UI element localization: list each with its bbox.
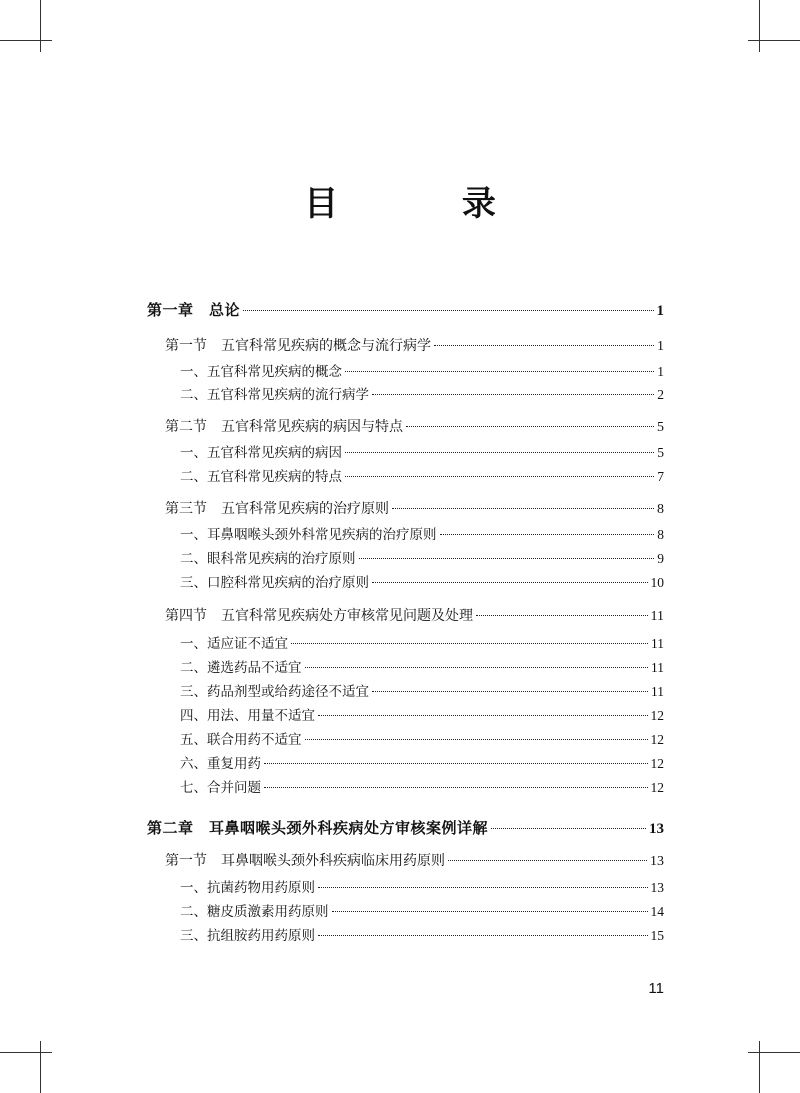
dot-leader	[491, 828, 646, 829]
toc-chapter[interactable]	[147, 298, 664, 322]
dot-leader	[332, 911, 648, 912]
dot-leader	[406, 426, 654, 427]
toc-entry-page: 2	[657, 387, 664, 402]
toc-section[interactable]	[165, 415, 664, 439]
toc-item[interactable]	[180, 547, 664, 571]
dot-leader	[264, 763, 648, 764]
dot-leader	[291, 643, 648, 644]
toc-entry-label: 第一节 耳鼻咽喉头颈外科疾病临床用药原则	[165, 853, 445, 869]
toc-entry-page: 9	[657, 551, 664, 566]
toc-entry-page: 11	[651, 636, 664, 651]
toc-entry-label: 三、药品剂型或给药途径不适宜	[180, 684, 369, 700]
toc-entry-page: 1	[656, 303, 664, 319]
toc-entry-label: 二、五官科常见疾病的特点	[180, 469, 342, 485]
toc-entry-page: 1	[657, 364, 664, 379]
toc-entry-page: 5	[657, 445, 664, 460]
toc-section[interactable]	[165, 497, 664, 521]
toc-entry-page: 11	[651, 660, 664, 675]
toc-entry-label: 一、五官科常见疾病的病因	[180, 445, 342, 461]
dot-leader	[448, 860, 647, 861]
toc-entry-label: 二、糖皮质激素用药原则	[180, 904, 329, 920]
toc-entry-label: 二、五官科常见疾病的流行病学	[180, 387, 369, 403]
dot-leader	[359, 558, 655, 559]
toc-entry-page: 11	[650, 609, 664, 624]
toc-entry-page: 10	[650, 575, 664, 590]
toc-item[interactable]	[180, 656, 664, 680]
dot-leader	[345, 452, 654, 453]
toc-entry-label: 四、用法、用量不适宜	[180, 708, 315, 724]
toc-entry-page: 12	[650, 732, 664, 747]
toc-entry-page: 12	[650, 708, 664, 723]
toc-entry-page: 1	[657, 339, 664, 354]
toc-entry-label: 三、抗组胺药用药原则	[180, 928, 315, 944]
toc-entry-label: 五、联合用药不适宜	[180, 732, 302, 748]
dot-leader	[345, 476, 654, 477]
toc-entry-page: 7	[657, 469, 664, 484]
toc-entry-page: 12	[650, 756, 664, 771]
toc-item[interactable]	[180, 441, 664, 465]
toc-item[interactable]	[180, 523, 664, 547]
toc-section[interactable]	[165, 604, 664, 628]
toc-entry-label: 三、口腔科常见疾病的治疗原则	[180, 575, 369, 591]
dot-leader	[345, 371, 654, 372]
toc-section[interactable]	[165, 334, 664, 358]
dot-leader	[264, 787, 648, 788]
toc-entry-label: 第二节 五官科常见疾病的病因与特点	[165, 419, 403, 435]
toc-chapter[interactable]	[147, 816, 664, 840]
dot-leader	[372, 691, 648, 692]
dot-leader	[434, 345, 654, 346]
dot-leader	[392, 508, 654, 509]
dot-leader	[372, 394, 654, 395]
dot-leader	[305, 667, 649, 668]
toc-entry-label: 第一节 五官科常见疾病的概念与流行病学	[165, 338, 431, 354]
dot-leader	[318, 887, 648, 888]
toc-item[interactable]	[180, 924, 664, 948]
toc-item[interactable]	[180, 728, 664, 752]
toc-entry-page: 8	[657, 502, 664, 517]
toc-entry-label: 一、适应证不适宜	[180, 636, 288, 652]
toc-entry-page: 13	[650, 854, 664, 869]
toc-item[interactable]	[180, 571, 664, 595]
toc-entry-page: 14	[650, 904, 664, 919]
dot-leader	[318, 935, 648, 936]
toc-entry-label: 二、遴选药品不适宜	[180, 660, 302, 676]
dot-leader	[476, 615, 648, 616]
dot-leader	[440, 534, 655, 535]
toc-entry-label: 六、重复用药	[180, 756, 261, 772]
dot-leader	[372, 582, 648, 583]
toc-entry-page: 11	[651, 684, 664, 699]
toc-entry-page: 8	[657, 527, 664, 542]
toc-item[interactable]	[180, 360, 664, 384]
page-title: 目 录	[304, 184, 552, 224]
dot-leader	[318, 715, 648, 716]
toc-entry-label: 第二章 耳鼻咽喉头颈外科疾病处方审核案例详解	[147, 819, 489, 837]
toc-item[interactable]	[180, 876, 664, 900]
dot-leader	[243, 310, 653, 311]
toc-entry-page: 12	[650, 780, 664, 795]
toc-item[interactable]	[180, 900, 664, 924]
toc-entry-page: 13	[650, 880, 664, 895]
toc-item[interactable]	[180, 465, 664, 489]
toc-entry-page: 13	[649, 821, 664, 837]
toc-entry-label: 二、眼科常见疾病的治疗原则	[180, 551, 356, 567]
toc-entry-label: 第三节 五官科常见疾病的治疗原则	[165, 501, 389, 517]
toc-entry-label: 一、耳鼻咽喉头颈外科常见疾病的治疗原则	[180, 527, 437, 543]
toc-entry-page: 15	[650, 928, 664, 943]
toc-entry-label: 一、五官科常见疾病的概念	[180, 364, 342, 380]
toc-section[interactable]	[165, 849, 664, 873]
toc-item[interactable]	[180, 632, 664, 656]
toc-item[interactable]	[180, 383, 664, 407]
toc-item[interactable]	[180, 776, 664, 800]
dot-leader	[305, 739, 648, 740]
toc-entry-label: 一、抗菌药物用药原则	[180, 880, 315, 896]
toc-entry-label: 七、合并问题	[180, 780, 261, 796]
toc-item[interactable]	[180, 752, 664, 776]
toc-item[interactable]	[180, 680, 664, 704]
toc-entry-page: 5	[657, 420, 664, 435]
toc-entry-label: 第四节 五官科常见疾病处方审核常见问题及处理	[165, 608, 473, 624]
page-number: 11	[648, 980, 664, 997]
toc-item[interactable]	[180, 704, 664, 728]
toc-entry-label: 第一章 总论	[147, 301, 241, 319]
